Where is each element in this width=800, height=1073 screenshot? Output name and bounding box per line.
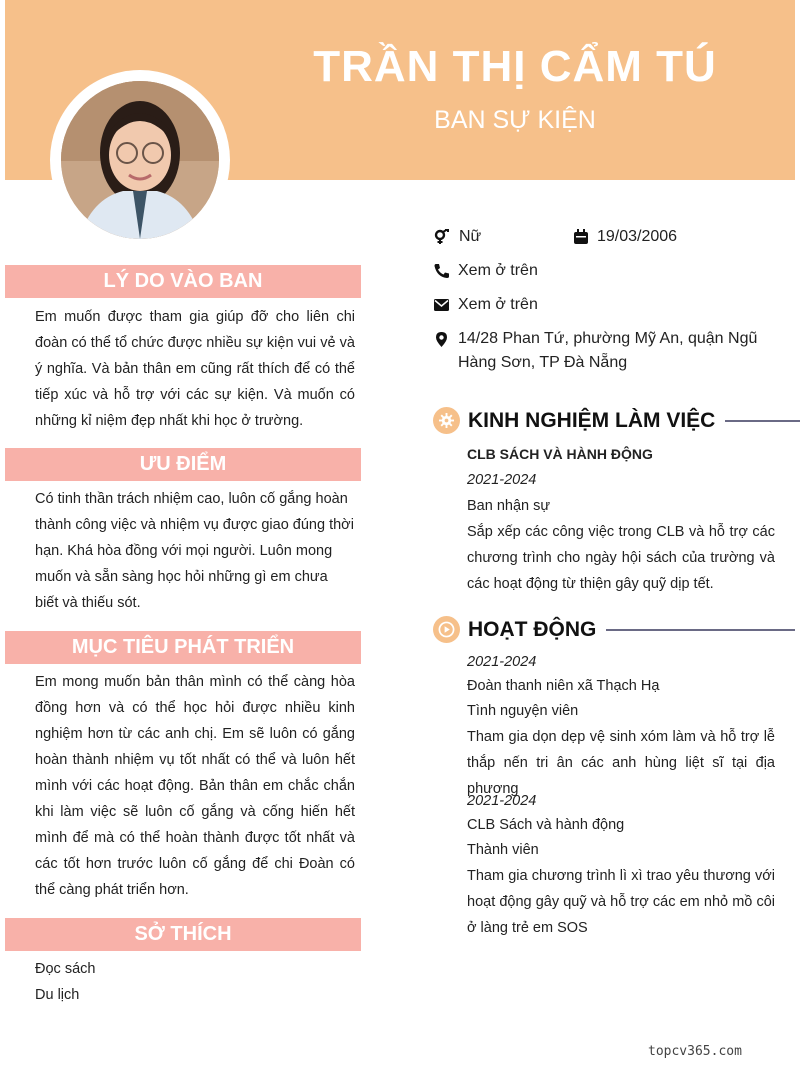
email-value: Xem ở trên	[458, 296, 538, 313]
hobbies-list	[35, 956, 355, 1008]
activity-position: Tình nguyện viên	[467, 703, 579, 719]
phone-icon	[433, 263, 450, 279]
candidate-role: BAN SỰ KIỆN	[434, 106, 596, 134]
section-heading-reason: LÝ DO VÀO BAN	[5, 265, 361, 298]
phone-row	[433, 259, 538, 283]
experience-period: 2021-2024	[467, 472, 537, 488]
watermark: topcv365.com	[648, 1044, 742, 1059]
section-heading-hobbies: SỞ THÍCH	[5, 918, 361, 951]
divider-line	[606, 629, 795, 631]
play-icon	[433, 616, 460, 643]
activity-period: 2021-2024	[467, 654, 537, 670]
hobby-item: Du lịch	[35, 987, 80, 1003]
strengths-text: Có tinh thần trách nhiệm cao, luôn cố gắng hoàn thành công việc và nhiệm vụ được giao đúng thời hạn. Khá hòa đồng với mọi người. Luôn mong muốn và sẵn sàng học hỏi những gì em chưa biết và thiếu sót.	[35, 491, 354, 611]
hobby-item: Đọc sách	[35, 961, 96, 977]
section-heading-activities	[433, 616, 795, 643]
phone-value: Xem ở trên	[458, 262, 538, 279]
experience-title: KINH NGHIỆM LÀM VIỆC	[468, 408, 716, 432]
activity-description: Tham gia dọn dẹp vệ sinh xóm làm và hỗ trợ lễ thắp nến tri ân các anh hùng liệt sĩ tại địa phương	[467, 729, 775, 797]
section-heading-experience	[433, 407, 800, 434]
experience-position: Ban nhận sự	[467, 498, 551, 514]
calendar-icon	[573, 229, 589, 245]
experience-org: CLB SÁCH VÀ HÀNH ĐỘNG	[467, 446, 653, 462]
activity-entry	[467, 789, 775, 941]
gear-icon	[433, 407, 460, 434]
section-heading-goals: MỤC TIÊU PHÁT TRIỂN	[5, 631, 361, 664]
experience-entry	[467, 441, 775, 597]
section-heading-strengths: ƯU ĐIỂM	[5, 448, 361, 481]
avatar	[61, 81, 219, 239]
candidate-name: TRẦN THỊ CẨM TÚ	[313, 42, 717, 91]
address-row	[433, 327, 757, 375]
address-value: 14/28 Phan Tứ, phường Mỹ An, quận Ngũ Hàng Sơn, TP Đà Nẵng	[458, 330, 758, 371]
activity-entry	[467, 650, 775, 802]
gender-icon	[433, 229, 451, 245]
experience-description: Sắp xếp các công việc trong CLB và hỗ trợ các chương trình cho ngày hội sách của trường và các hoạt động từ thiện gây quỹ dịp tết.	[467, 524, 775, 592]
goals-text: Em mong muốn bản thân mình có thể càng hòa đồng hơn và có thể học hỏi được nhiều kinh nghiệm hơn từ các anh chị. Em sẽ luôn có gắng hoàn thành nhiệm vụ tốt nhất có thể và luôn hết mình với các hoạt động. Bản thân em chắc chắn khi làm việc sẽ luôn cố gắng và cống hiến hết mình để mà có thể hoàn thành được tốt nhất và các tốt hơn trước luôn cố gắng để chi Đoàn có thể càng phát triển hơn.	[35, 674, 355, 898]
activities-title: HOẠT ĐỘNG	[468, 617, 597, 641]
activity-period: 2021-2024	[467, 793, 537, 809]
activity-org: CLB Sách và hành động	[467, 817, 625, 833]
email-row	[433, 293, 538, 317]
location-pin-icon	[433, 331, 450, 348]
divider-line	[725, 420, 800, 422]
envelope-icon	[433, 297, 450, 313]
activity-position: Thành viên	[467, 842, 539, 858]
birthdate-value: 19/03/2006	[597, 228, 678, 245]
gender-row	[433, 225, 481, 249]
gender-value: Nữ	[459, 228, 482, 245]
activity-org: Đoàn thanh niên xã Thạch Hạ	[467, 678, 660, 694]
reason-text: Em muốn được tham gia giúp đỡ cho liên chi đoàn có thể tổ chức được nhiều sự kiện vui vẻ và ý nghĩa. Và bản thân em cũng rất thích để có thể tiếp xúc và hỗ trợ với các sự kiện. Và muốn có những kỉ niệm đẹp nhất khi học ở trường.	[35, 309, 355, 429]
birthdate-row	[573, 225, 677, 249]
activity-description: Tham gia chương trình lì xì trao yêu thương với hoạt động gây quỹ và hỗ trợ các em nhỏ mồ côi ở làng trẻ em SOS	[467, 868, 775, 936]
